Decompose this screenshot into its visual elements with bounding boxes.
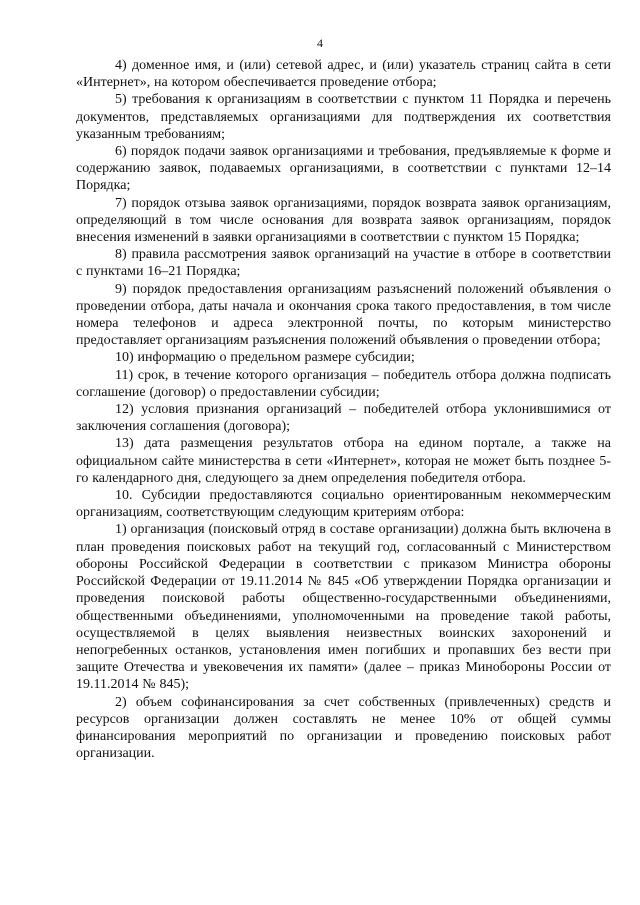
paragraph-item-4: 4) доменное имя, и (или) сетевой адрес, и (или) указатель страниц сайта в сети «Интернет», на котором обеспечивается проведение отбора;	[76, 58, 611, 91]
paragraph-item-13: 13) дата размещения результатов отбора на едином портале, а также на официальном сайте министерства в сети «Интернет», которая не может быть позднее 5-го календарного дня, следующего за днем определения победителя отбора.	[76, 436, 611, 486]
paragraph-item-7: 7) порядок отзыва заявок организациями, порядок возврата заявок организациям, определяющий в том числе основания для возврата заявок организациям, порядок внесения изменений в заявки организациями в соответствии с пунктом 15 Порядка;	[76, 195, 611, 246]
page-number: 4	[317, 36, 323, 50]
paragraph-item-9: 9) порядок предоставления организациям разъяснений положений объявления о проведении отбора, даты начала и окончания срока такого предоставления, в том числе номера телефонов и адреса электронной почты, по которым министерство предоставляет организациям разъяснения положений объявления о проведении отбора;	[76, 281, 611, 349]
paragraph-item-10: 10) информацию о предельном размере субсидии;	[115, 350, 415, 366]
section-10-paragraph: 10. Субсидии предоставляются социально ориентированным некоммерческим организациям, соответствующим следующим критериям отбора:	[76, 488, 611, 521]
criterion-2-paragraph: 2) объем софинансирования за счет собственных (привлеченных) средств и ресурсов организации должен составлять не менее 10% от общей суммы финансирования мероприятий по организации и проведению поисковых работ организации.	[76, 694, 611, 762]
criterion-1-paragraph: 1) организация (поисковый отряд в составе организации) должна быть включена в план проведения поисковых работ на текущий год, согласованный с Министерством обороны Российской Федерации в соответствии с приказом Министра обороны Российской Федерации от 19.11.2014 № 845 «Об утверждении Порядка организации и проведения поисковой работы общественно-государственными объединениями, общественными объединениями, уполномоченными на проведение такой работы, осуществляемой в целях выявления неизвестных воинских захоронений и непогребенных останков, установления имен погибших и пропавших без вести при защите Отечества и увековечения их памяти» (далее – приказ Минобороны России от 19.11.2014 № 845);	[76, 522, 611, 693]
paragraph-item-11: 11) срок, в течение которого организация – победитель отбора должна подписать соглашение (договор) о предоставлении субсидии;	[76, 367, 611, 400]
paragraph-item-5: 5) требования к организациям в соответствии с пунктом 11 Порядка и перечень документов, представляемых организациями для подтверждения их соответствия указанным требованиям;	[76, 92, 611, 142]
document-body	[76, 57, 611, 762]
paragraph-item-8: 8) правила рассмотрения заявок организаций на участие в отборе в соответствии с пунктами 16–21 Порядка;	[76, 247, 611, 280]
paragraph-item-6: 6) порядок подачи заявок организациями и требования, предъявляемые к форме и содержанию заявок, подаваемых организациями, в соответствии с пунктами 12–14 Порядка;	[76, 144, 611, 194]
paragraph-item-12: 12) условия признания организаций – победителей отбора уклонившимися от заключения соглашения (договора);	[76, 402, 611, 435]
